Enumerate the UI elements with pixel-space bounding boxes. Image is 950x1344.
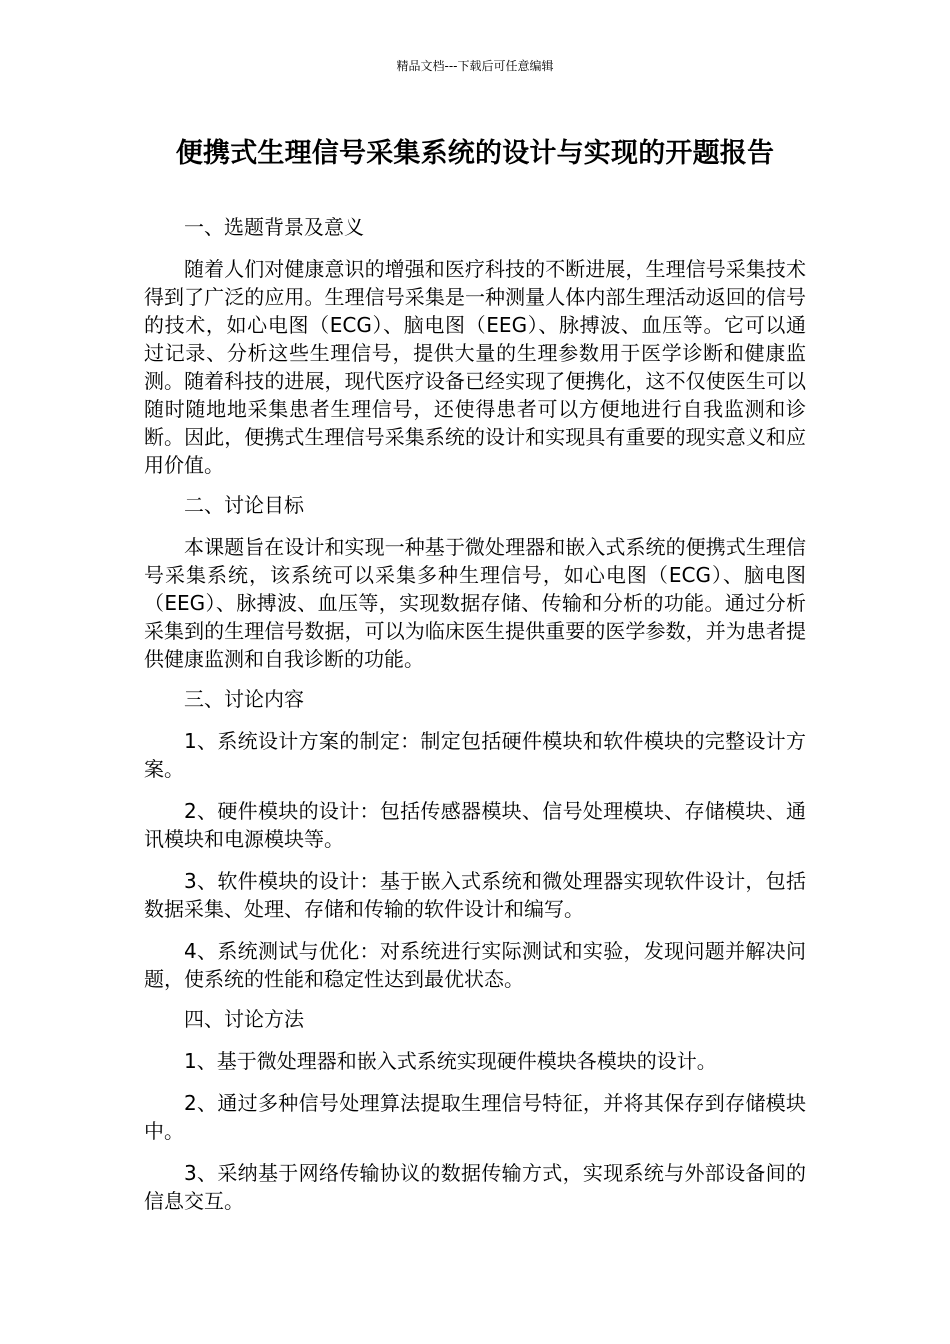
list-item-content-2: 2、硬件模块的设计：包括传感器模块、信号处理模块、存储模块、通讯模块和电源模块等。 [144, 799, 806, 851]
section-heading-content: 三、讨论内容 [184, 687, 304, 711]
document-body [144, 213, 806, 1215]
page-header-note: 精品文档---下载后可任意编辑 [396, 59, 554, 73]
paragraph-background: 随着人们对健康意识的增强和医疗科技的不断进展，生理信号采集技术得到了广泛的应用。生理信号采集是一种测量人体内部生理活动返回的信号的技术，如心电图（ECG）、脑电图（EEG）、脉搏波、血压等。它可以通过记录、分析这些生理信号，提供大量的生理参数用于医学诊断和健康监测。随着科技的进展，现代医疗设备已经实现了便携化，这不仅使医生可以随时随地地采集患者生理信号，还使得患者可以方便地进行自我监测和诊断。因此，便携式生理信号采集系统的设计和实现具有重要的现实意义和应用价值。 [144, 257, 806, 477]
section-heading-goals: 二、讨论目标 [184, 493, 304, 517]
list-item-method-2: 2、通过多种信号处理算法提取生理信号特征，并将其保存到存储模块中。 [144, 1091, 806, 1143]
document-title: 便携式生理信号采集系统的设计与实现的开题报告 [175, 138, 775, 169]
list-item-method-3: 3、采纳基于网络传输协议的数据传输方式，实现系统与外部设备间的信息交互。 [144, 1161, 806, 1213]
list-item-content-1: 1、系统设计方案的制定：制定包括硬件模块和软件模块的完整设计方案。 [144, 729, 806, 781]
list-item-method-1: 1、基于微处理器和嵌入式系统实现硬件模块各模块的设计。 [184, 1049, 717, 1073]
section-heading-background: 一、选题背景及意义 [184, 215, 364, 239]
list-item-content-4: 4、系统测试与优化：对系统进行实际测试和实验，发现问题并解决问题，使系统的性能和稳定性达到最优状态。 [144, 939, 806, 991]
list-item-content-3: 3、软件模块的设计：基于嵌入式系统和微处理器实现软件设计，包括数据采集、处理、存储和传输的软件设计和编写。 [144, 869, 806, 921]
section-heading-methods: 四、讨论方法 [184, 1007, 304, 1031]
paragraph-goals: 本课题旨在设计和实现一种基于微处理器和嵌入式系统的便携式生理信号采集系统，该系统可以采集多种生理信号，如心电图（ECG）、脑电图（EEG）、脉搏波、血压等，实现数据存储、传输和分析的功能。通过分析采集到的生理信号数据，可以为临床医生提供重要的医学参数，并为患者提供健康监测和自我诊断的功能。 [144, 535, 806, 671]
